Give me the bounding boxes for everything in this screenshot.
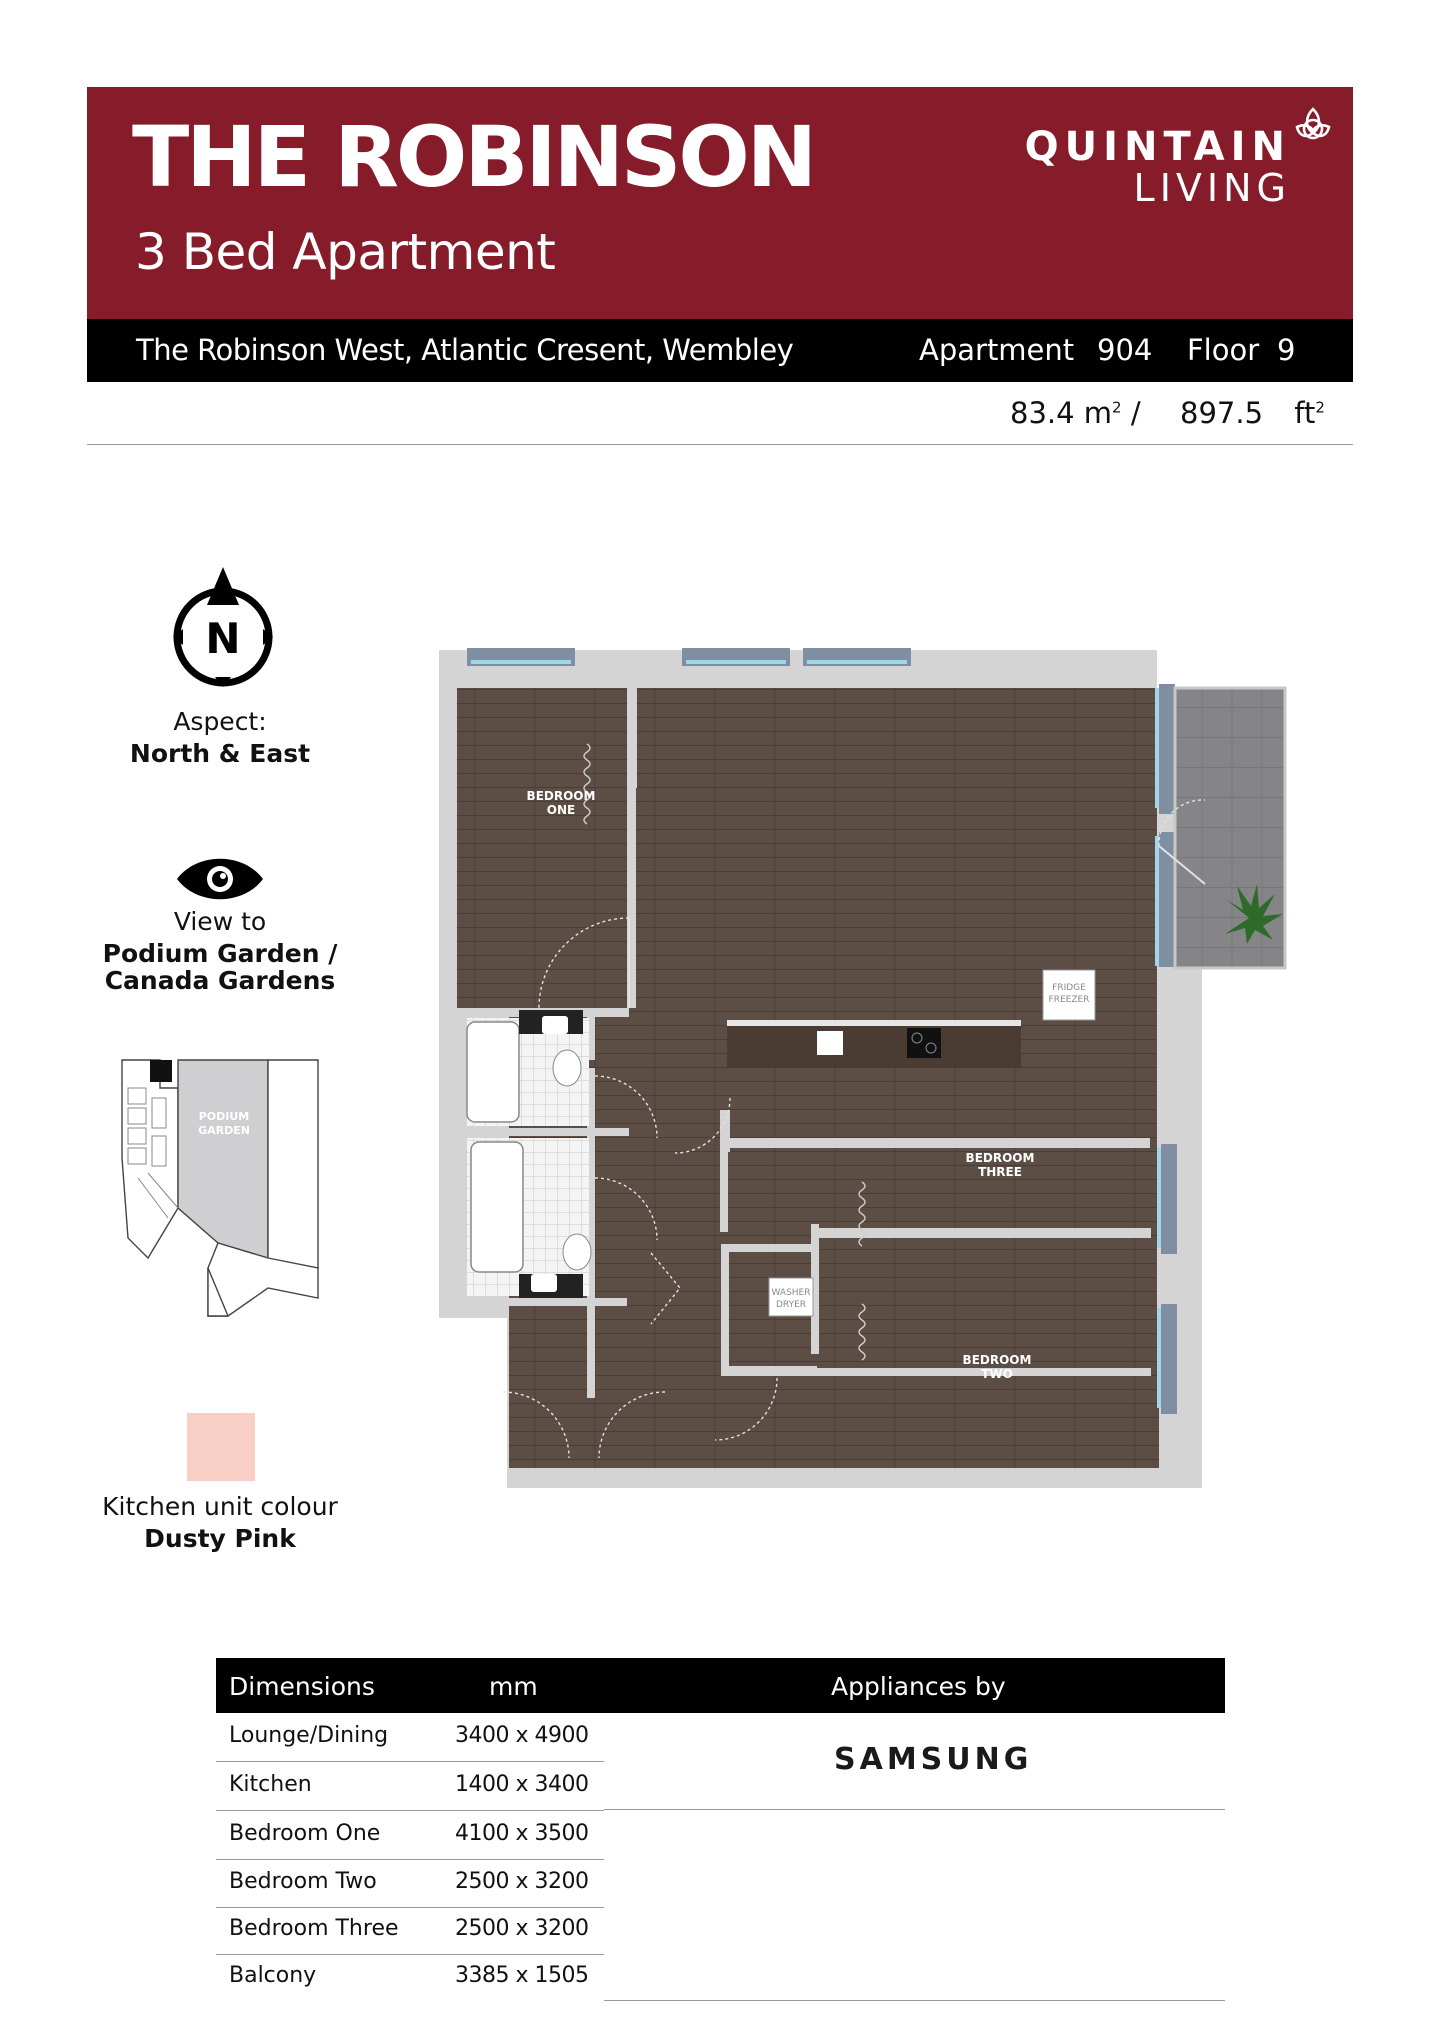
washer-label-2: DRYER <box>775 1300 807 1310</box>
quintain-logo-icon <box>1291 105 1335 149</box>
room-dimension: 2500 x 3200 <box>455 1869 589 1894</box>
appliances-divider <box>604 1809 1225 1810</box>
table-row <box>216 1762 604 1811</box>
view-value-line2: Canada Gardens <box>104 966 336 995</box>
key-plan-diagram <box>118 1058 324 1324</box>
bedroom-one-label-1: BEDROOM <box>526 789 596 803</box>
area-sqft-power: 2 <box>1315 398 1325 417</box>
washer-label-1: WASHER <box>771 1288 811 1298</box>
area-sqm-unit: m <box>1083 396 1113 430</box>
room-name: Balcony <box>229 1963 317 1988</box>
fridge-label-1: FRIDGE <box>1052 983 1086 993</box>
eye-icon <box>175 856 265 902</box>
apartment-label: Apartment <box>919 333 1075 367</box>
room-dimension: 1400 x 3400 <box>455 1772 589 1797</box>
view-label: View to <box>173 907 267 936</box>
kitchen-label: Kitchen unit colour <box>102 1492 338 1521</box>
info-bar <box>87 319 1353 382</box>
page-subtitle: 3 Bed Apartment <box>135 223 556 281</box>
room-name: Kitchen <box>229 1772 312 1797</box>
floor-plan <box>437 648 1287 1493</box>
keyplan-label-line1: PODIUM <box>198 1110 250 1123</box>
aspect-value: North & East <box>129 739 311 768</box>
divider <box>87 444 1353 445</box>
kitchen-value: Dusty Pink <box>144 1524 296 1553</box>
area-sqft: 897.5 <box>1180 396 1264 430</box>
room-dimension: 3400 x 4900 <box>455 1723 589 1748</box>
keyplan-label-line2: GARDEN <box>198 1124 250 1137</box>
aspect-label: Aspect: <box>173 707 267 736</box>
page-title: THE ROBINSON <box>132 108 815 206</box>
header-unit: mm <box>489 1672 538 1701</box>
room-dimension: 4100 x 3500 <box>455 1821 589 1846</box>
view-value-line1: Podium Garden / <box>102 939 338 968</box>
room-name: Lounge/Dining <box>229 1723 389 1748</box>
compass-letter: N <box>205 614 241 663</box>
bedroom-two-label-2: TWO <box>981 1367 1013 1381</box>
room-name: Bedroom Three <box>229 1916 399 1941</box>
table-row <box>216 1713 604 1762</box>
table-row <box>216 1811 604 1860</box>
fridge-label-2: FREEZER <box>1048 995 1090 1005</box>
bedroom-three-label-1: BEDROOM <box>965 1151 1035 1165</box>
room-name: Bedroom Two <box>229 1869 377 1894</box>
floor-label: Floor <box>1187 333 1260 367</box>
room-dimension: 2500 x 3200 <box>455 1916 589 1941</box>
area-metric <box>1010 396 1141 430</box>
room-dimension: 3385 x 1505 <box>455 1963 589 1988</box>
samsung-logo: SAMSUNG <box>834 1742 1033 1777</box>
area-sqm: 83.4 <box>1010 396 1075 430</box>
bedroom-three-label-2: THREE <box>978 1165 1022 1179</box>
area-sqm-power: 2 <box>1112 398 1122 417</box>
area-imperial <box>1180 396 1325 430</box>
table-row <box>216 1906 604 1955</box>
brand-bottom-text: LIVING <box>1133 166 1291 210</box>
north-compass-icon <box>165 565 281 693</box>
brand-wordmark <box>1024 124 1291 210</box>
kitchen-colour-swatch <box>187 1413 255 1481</box>
brand-top-text: QUINTAIN <box>1024 124 1291 170</box>
table-row <box>216 1953 604 2001</box>
header-banner <box>87 87 1353 319</box>
bedroom-one-label-2: ONE <box>546 803 576 817</box>
header-appliances: Appliances by <box>831 1672 1006 1701</box>
address: The Robinson West, Atlantic Cresent, Wembley <box>136 333 794 367</box>
room-name: Bedroom One <box>229 1821 381 1846</box>
table-row <box>216 1859 604 1908</box>
table-bottom-rule <box>604 2000 1225 2001</box>
bedroom-two-label-1: BEDROOM <box>962 1353 1032 1367</box>
area-sqft-unit: ft <box>1294 396 1316 430</box>
area-separator: / <box>1130 396 1141 430</box>
floor-number: 9 <box>1277 333 1296 367</box>
apartment-number: 904 <box>1097 333 1153 367</box>
header-dimensions: Dimensions <box>229 1672 375 1701</box>
dimensions-table-header <box>216 1658 1225 1713</box>
